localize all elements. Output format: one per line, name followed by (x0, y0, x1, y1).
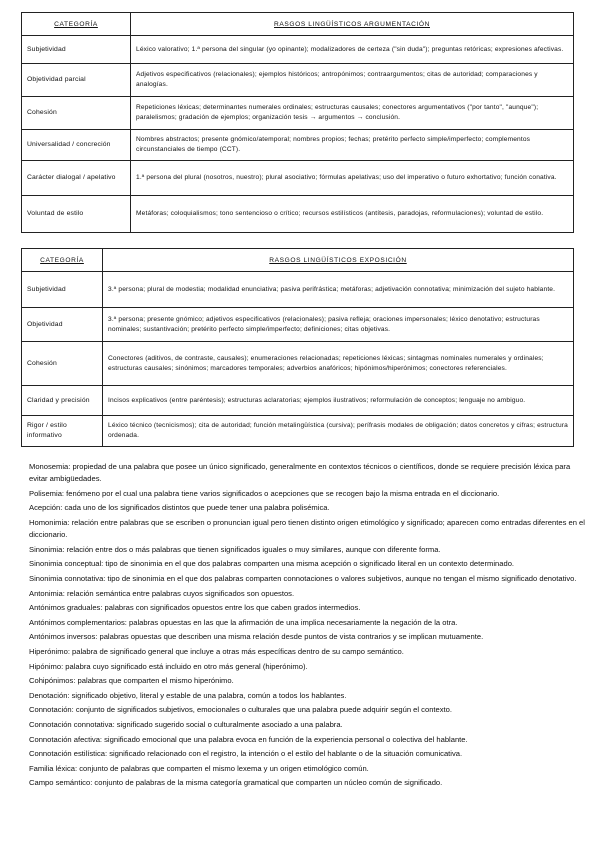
definition-item: Cohipónimos: palabras que comparten el mismo hiperónimo. (29, 676, 234, 686)
table-header-row (22, 249, 574, 272)
table-row (22, 386, 574, 416)
category-cell: Objetividad (22, 308, 103, 342)
category-cell: Subjetividad (22, 36, 131, 64)
table-row (22, 308, 574, 342)
traits-cell: Léxico técnico (tecnicismos); cita de autoridad; función metalingüística (cursiva); perífrasis modales de obligación; datos concretos y cifras; estructura ordenada. (103, 416, 574, 447)
definition-item: Antonimia: relación semántica entre palabras cuyos significados son opuestos. (29, 588, 295, 598)
category-cell: Voluntad de estilo (22, 196, 131, 233)
traits-header: RASGOS LINGÜÍSTICOS ARGUMENTACIÓN (131, 13, 574, 36)
traits-cell: Repeticiones léxicas; determinantes numerales ordinales; estructuras causales; conectores argumentativos ("por tanto", "aunque"); paralelismos; gradación de ejemplos; organización tesis → argumentos → conclusión. (131, 97, 574, 130)
definition-item: Connotación afectiva: significado emocional que una palabra evoca en función de la experiencia personal o colectiva del hablante. (29, 734, 468, 744)
category-cell: Claridad y precisión (22, 386, 103, 416)
definition-item: Antónimos graduales: palabras con significados opuestos entre los que caben grados intermedios. (29, 603, 361, 613)
traits-cell: Metáforas; coloquialismos; tono sentencioso o crítico; recursos estilísticos (antítesis, paradojas, reformulaciones); voluntad de estilo. (131, 196, 574, 233)
table-row (22, 342, 574, 386)
definitions-list (29, 461, 589, 792)
definition-item: Sinonimia connotativa: tipo de sinonimia en el que dos palabras comparten connotaciones o valores subjetivos, aunque no tengan el mismo significado denotativo. (29, 573, 577, 583)
definition-item: Hipónimo: palabra cuyo significado está incluido en otro más general (hiperónimo). (29, 661, 308, 671)
category-cell: Subjetividad (22, 272, 103, 308)
definition-item: Antónimos inversos: palabras opuestas que describen una misma relación desde puntos de vista contrarios y se implican mutuamente. (29, 632, 484, 642)
table-row (22, 272, 574, 308)
definition-item: Sinonimia: relación entre dos o más palabras que tienen significados iguales o muy similares, aunque con diferente forma. (29, 544, 441, 554)
definition-item: Monosemia: propiedad de una palabra que posee un único significado, generalmente en contextos técnicos o científicos, donde se requiere precisión léxica para evitar ambigüedades. (29, 462, 571, 484)
table-row (22, 130, 574, 161)
traits-cell: Conectores (aditivos, de contraste, causales); enumeraciones relacionadas; repeticiones léxicas; sintagmas nominales numerales y ordinales; estructuras causales; sinónimos; marcadores temporales; adverbios anafóricos; hipónimos/hiperónimos; conectores referenciales. (103, 342, 574, 386)
category-cell: Cohesión (22, 97, 131, 130)
table-row (22, 416, 574, 447)
definition-item: Connotación connotativa: significado sugerido social o culturalmente asociado a una palabra. (29, 719, 343, 729)
table-row (22, 161, 574, 196)
category-cell: Objetividad parcial (22, 64, 131, 97)
traits-cell: Incisos explicativos (entre paréntesis); estructuras aclaratorias; ejemplos ilustrativos; reformulación de conceptos; lenguaje no ambiguo. (103, 386, 574, 416)
category-cell: Carácter dialogal / apelativo (22, 161, 131, 196)
definition-item: Connotación estilística: significado relacionado con el registro, la intención o el estilo del hablante o de la situación comunicativa. (29, 749, 463, 759)
table-header-row (22, 13, 574, 36)
traits-cell: 1.ª persona del plural (nosotros, nuestro); plural asociativo; fórmulas apelativas; uso del imperativo o futuro exhortativo; función conativa. (131, 161, 574, 196)
definition-item: Antónimos complementarios: palabras opuestas en las que la afirmación de una implica necesariamente la negación de la otra. (29, 617, 458, 627)
traits-cell: 3.ª persona; plural de modestia; modalidad enunciativa; pasiva perifrástica; metáforas; adjetivación connotativa; minimización del sujeto hablante. (103, 272, 574, 308)
definition-item: Familia léxica: conjunto de palabras que comparten el mismo lexema y un origen etimológico común. (29, 763, 369, 773)
definition-item: Acepción: cada uno de los significados distintos que puede tener una palabra polisémica. (29, 503, 330, 513)
traits-cell: Nombres abstractos; presente gnómico/atemporal; nombres propios; fechas; pretérito perfecto simple/imperfecto; complementos circunstanciales de tiempo (CCT). (131, 130, 574, 161)
category-header: CATEGORÍA (22, 13, 131, 36)
category-cell: Universalidad / concreción (22, 130, 131, 161)
definition-item: Sinonimia conceptual: tipo de sinonimia en el que dos palabras comparten una misma acepción o significado literal en un contexto determinado. (29, 559, 515, 569)
exposition-table (21, 248, 574, 447)
category-cell: Rigor / estilo informativo (22, 416, 103, 447)
table-row (22, 196, 574, 233)
table-row (22, 36, 574, 64)
definition-item: Homonimia: relación entre palabras que se escriben o pronuncian igual pero tienen distinto origen etimológico y significado; aparecen como entradas diferentes en el diccionario. (29, 517, 585, 540)
category-header: CATEGORÍA (22, 249, 103, 272)
argumentation-table (21, 12, 574, 233)
definition-item: Connotación: conjunto de significados subjetivos, emocionales o culturales que una palabra puede adquirir según el contexto. (29, 705, 452, 715)
table-row (22, 97, 574, 130)
definition-item: Hiperónimo: palabra de significado general que incluye a otras más específicas dentro de su campo semántico. (29, 646, 404, 656)
traits-cell: 3.ª persona; presente gnómico; adjetivos especificativos (relacionales); pasiva refleja; oraciones impersonales; léxico denotativo; estructuras nominales; sustantivación; pretérito perfecto simple/imperfecto; definiciones; citas objetivas. (103, 308, 574, 342)
definition-item: Campo semántico: conjunto de palabras de la misma categoría gramatical que comparten un núcleo común de significado. (29, 778, 443, 788)
table-row (22, 64, 574, 97)
traits-header: RASGOS LINGÜÍSTICOS EXPOSICIÓN (103, 249, 574, 272)
traits-cell: Adjetivos especificativos (relacionales); ejemplos históricos; antropónimos; contraargumentos; citas de autoridad; comparaciones y analogías. (131, 64, 574, 97)
definition-item: Denotación: significado objetivo, literal y estable de una palabra, común a todos los hablantes. (29, 690, 347, 700)
definition-item: Polisemia: fenómeno por el cual una palabra tiene varios significados o acepciones que se recogen bajo la misma entrada en el diccionario. (29, 488, 500, 498)
traits-cell: Léxico valorativo; 1.ª persona del singular (yo opinante); modalizadores de certeza ("sin duda"); preguntas retóricas; expresiones afectivas. (131, 36, 574, 64)
category-cell: Cohesión (22, 342, 103, 386)
